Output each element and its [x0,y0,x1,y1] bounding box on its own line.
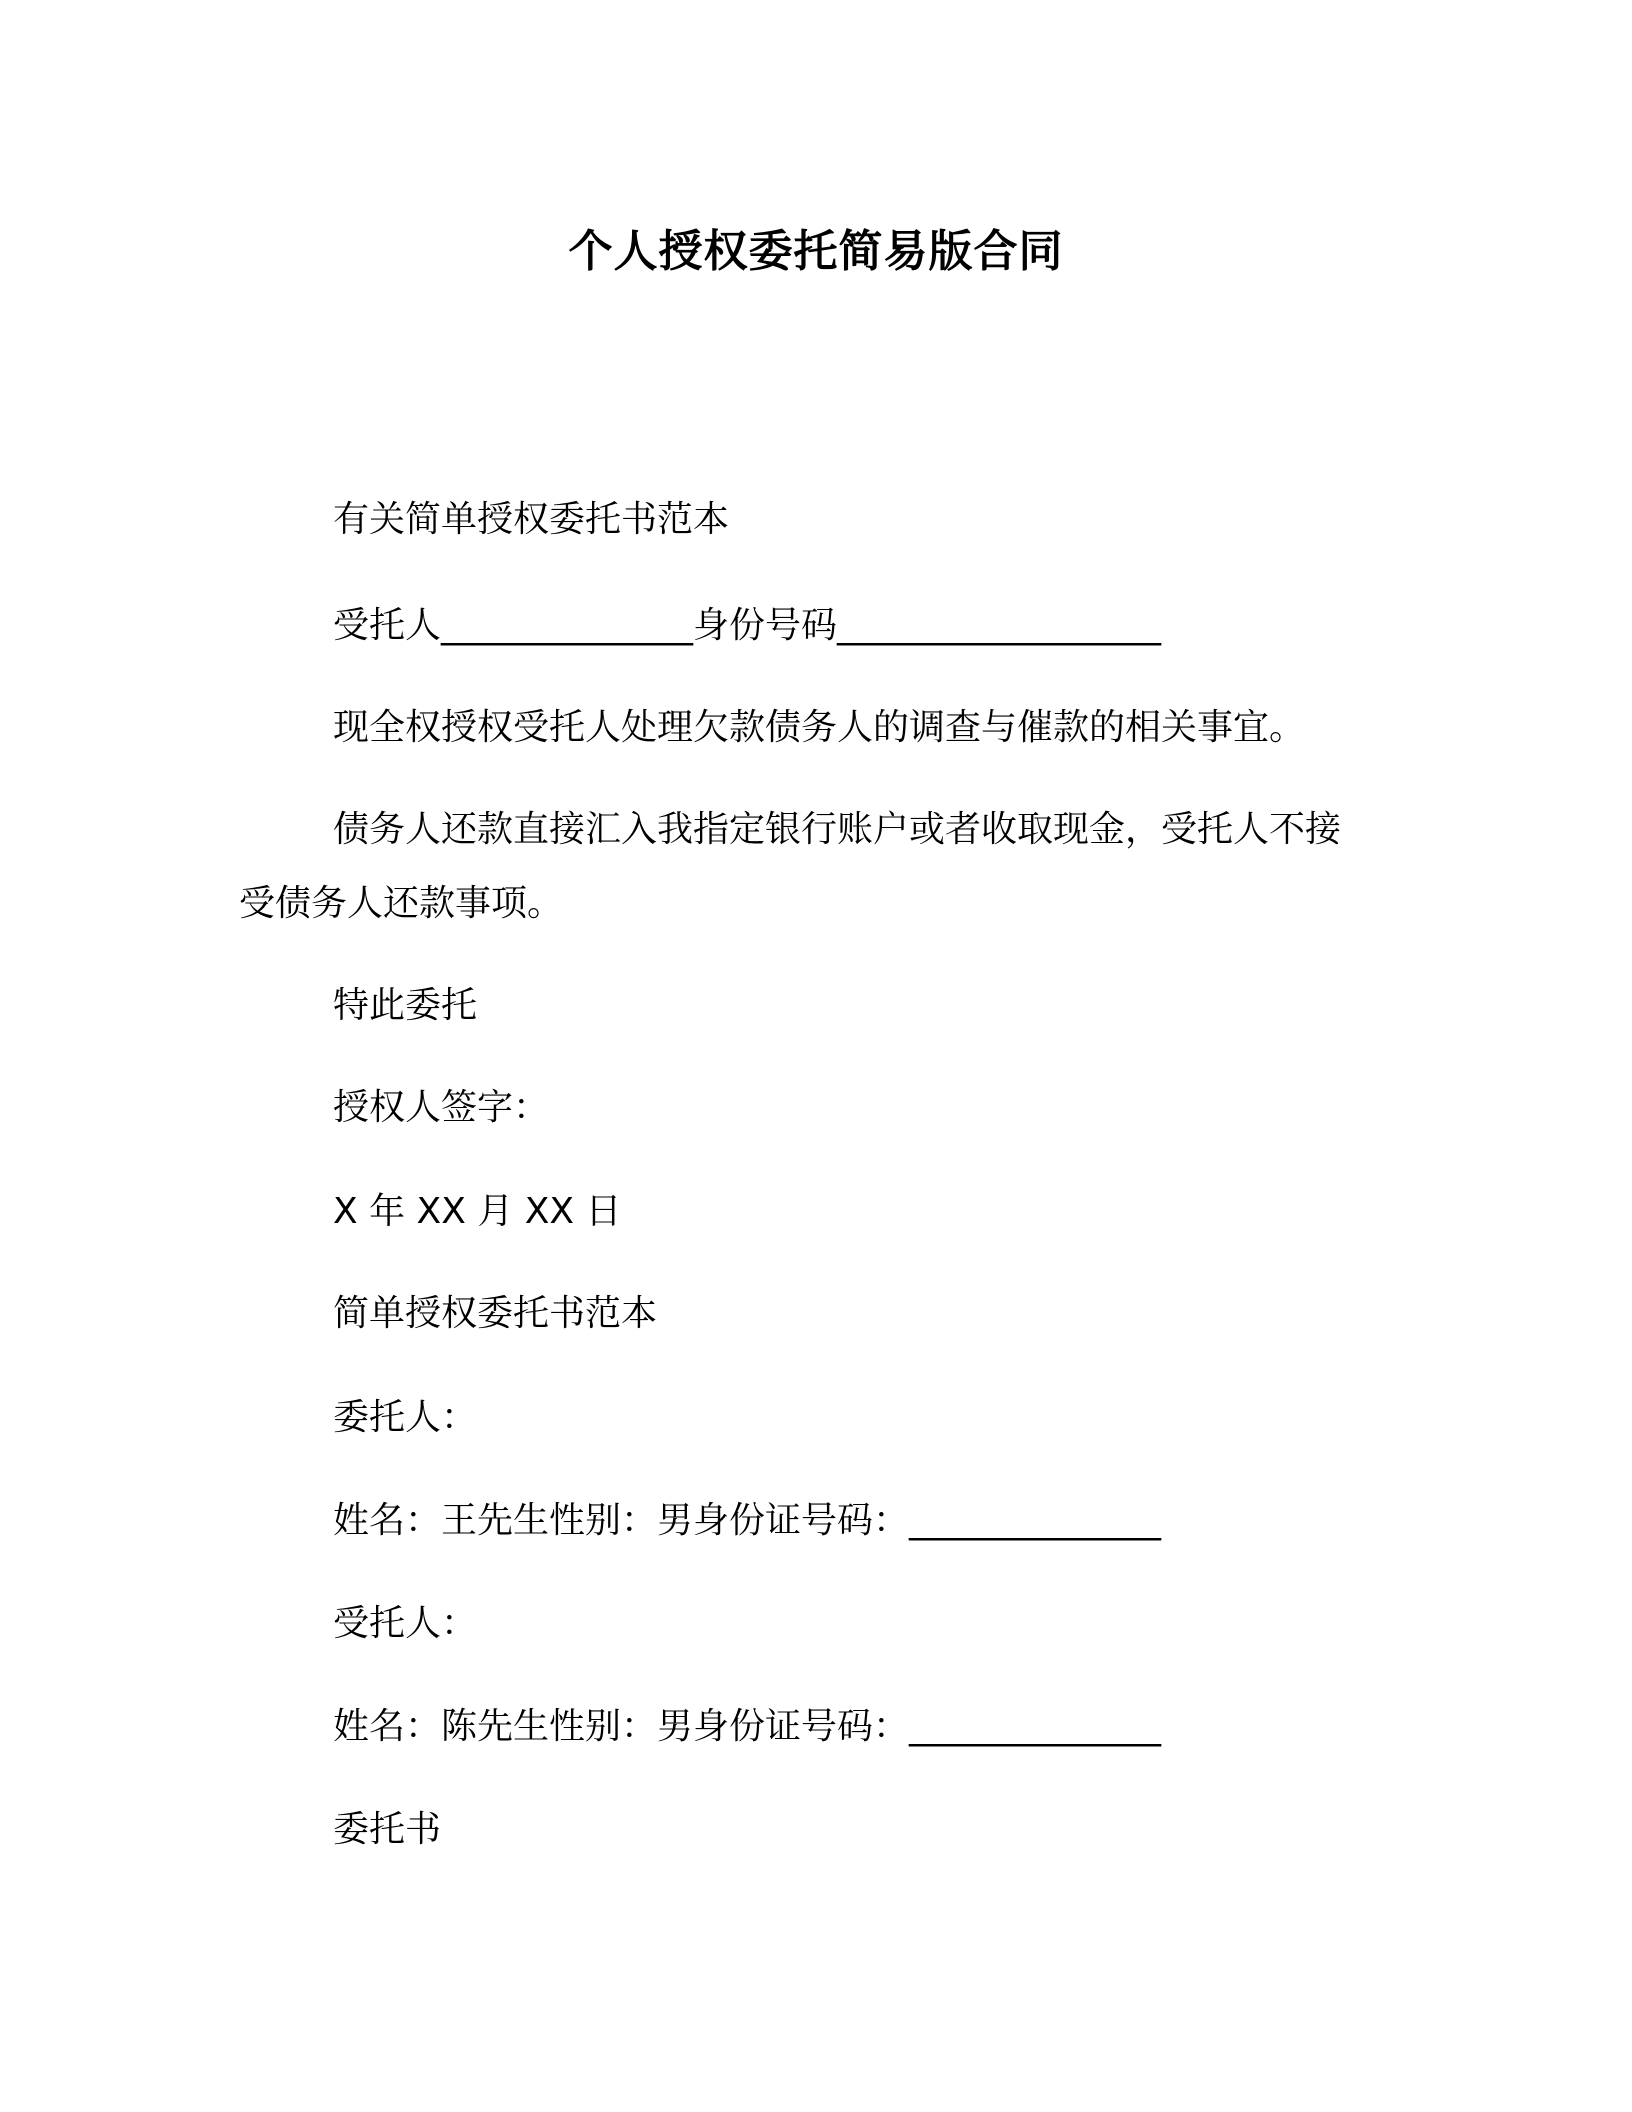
paragraph-line: 有关简单授权委托书范本 [333,499,730,540]
document-title: 个人授权委托简易版合同 [568,226,1064,277]
paragraph-line: 债务人还款直接汇入我指定银行账户或者收取现金，受托人不接 [333,809,1342,850]
paragraph-line: 委托人： [333,1397,478,1438]
paragraph-line: 现全权授权受托人处理欠款债务人的调查与催款的相关事宜。 [333,707,1306,748]
paragraph-line: 受债务人还款事项。 [239,883,564,924]
paragraph-line: 受托人： [333,1603,478,1644]
paragraph-line: 姓名：王先生性别：男身份证号码：______________ [333,1500,1162,1541]
paragraph-line: 受托人______________身份号码__________________ [333,605,1162,646]
paragraph-line: 姓名：陈先生性别：男身份证号码：______________ [333,1706,1162,1747]
paragraph-line: 简单授权委托书范本 [333,1293,658,1334]
paragraph-line: 委托书 [333,1809,442,1850]
paragraph-line: 特此委托 [333,985,478,1026]
paragraph-line: 授权人签字： [333,1087,550,1128]
paragraph-line: X 年 XX 月 XX 日 [333,1191,622,1232]
